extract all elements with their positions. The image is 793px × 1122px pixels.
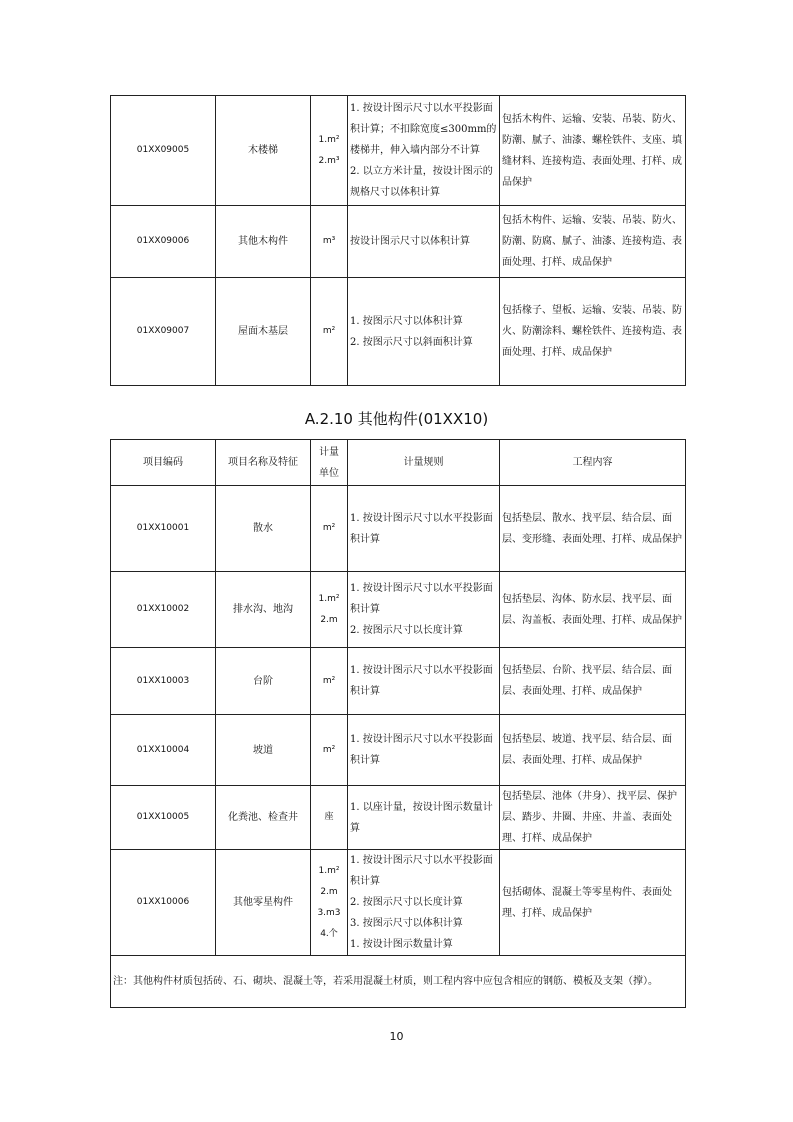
section-title: A.2.10 其他构件(01XX10) [304,410,489,428]
item-rule-line: 2. 按图示尺寸以斜面积计算 [350,336,473,348]
item-name: 其他零星构件 [216,850,311,956]
item-content-line: 包括垫层、散水、找平层、结合层、面层、变形缝、表面处理、打样、成品保护 [502,512,682,545]
table-header-row [111,440,686,486]
item-name: 散水 [216,486,311,572]
item-rule-line: 2. 按图示尺寸以长度计算 [350,897,463,908]
item-unit-line: 2.m [320,886,338,897]
item-name: 屋面木基层 [216,278,311,386]
header-content: 工程内容 [500,440,686,486]
header-unit-line: 单位 [319,467,339,479]
item-content [500,786,686,850]
item-content-line: 包括木构件、运输、安装、吊装、防火、防潮、防腐、腻子、油漆、连接构造、表面处理、打样、成品保护 [502,215,682,268]
item-rule [348,278,500,386]
item-rule-line: 1. 按设计图示尺寸以水平投影面积计算 [350,855,493,887]
table-row [111,572,686,648]
item-code: 01XX10003 [111,648,216,715]
header-rule: 计量规则 [348,440,500,486]
item-rule-line: 2. 以立方米计量，按设计图示的规格尺寸以体积计算 [350,166,493,198]
item-unit-line: m² [322,744,336,755]
item-content-line: 包括木构件、运输、安装、吊装、防火、防潮、腻子、油漆、螺栓铁件、支座、填缝材料、连接构造、表面处理、打样、成品保护 [502,113,682,188]
item-code: 01XX10006 [111,850,216,956]
item-unit [311,96,348,206]
other-components-table [110,439,686,1008]
item-unit-line: m² [322,326,336,336]
item-unit-line: 1.m² [318,865,340,876]
item-rule [348,715,500,786]
item-rule-line: 3. 按图示尺寸以体积计算 [350,918,463,929]
item-rule-line: 1. 按设计图示尺寸以水平投影面积计算 [350,583,493,615]
item-unit-line: 1.m² [318,134,340,145]
item-unit [311,486,348,572]
item-content [500,648,686,715]
table-note: 注：其他构件材质包括砖、石、砌块、混凝土等，若采用混凝土材质，则工程内容中应包含相应的钢筋、模板及支架（撑）。 [111,956,686,1008]
item-rule-line: 2. 按图示尺寸以长度计算 [350,625,463,636]
item-content-line: 包括椽子、望板、运输、安装、吊装、防火、防潮涂料、螺栓铁件、连接构造、表面处理、打样、成品保护 [502,305,682,358]
item-content-line: 包括垫层、坡道、找平层、结合层、面层、表面处理、打样、成品保护 [502,734,672,766]
item-name: 坡道 [216,715,311,786]
item-content [500,486,686,572]
item-rule-line: 1. 按设计图示数量计算 [350,939,453,950]
item-code: 01XX10005 [111,786,216,850]
item-rule [348,786,500,850]
item-content-line: 包括垫层、池体（井身）、找平层、保护层、踏步、井圈、井座、井盖、表面处理、打样、成品保护 [502,791,677,844]
item-code: 01XX09007 [111,278,216,386]
table-row [111,486,686,572]
wood-components-table [110,95,686,386]
item-rule-line: 1. 按设计图示尺寸以水平投影面积计算 [350,512,493,545]
header-unit [311,440,348,486]
item-content-line: 包括垫层、沟体、防水层、找平层、面层、沟盖板、表面处理、打样、成品保护 [502,593,682,626]
item-unit-line: 4.个 [320,928,338,939]
item-name: 排水沟、地沟 [216,572,311,648]
item-unit [311,572,348,648]
item-unit [311,850,348,956]
table-row [111,715,686,786]
item-code: 01XX09006 [111,206,216,278]
item-content [500,850,686,956]
item-name: 台阶 [216,648,311,715]
item-unit [311,715,348,786]
item-content-line: 包括垫层、台阶、找平层、结合层、面层、表面处理、打样、成品保护 [502,665,672,697]
item-unit-line: 座 [324,812,334,822]
item-content [500,715,686,786]
item-rule-line: 1. 以座计量，按设计图示数量计算 [350,801,493,834]
item-unit-line: m² [322,675,336,686]
item-rule [348,96,500,206]
item-unit-line: 2.m³ [318,155,340,166]
table-row [111,786,686,850]
item-unit-line: 3.m3 [317,907,341,918]
header-unit-line: 计量 [319,446,339,458]
item-code: 01XX10004 [111,715,216,786]
header-code: 项目编码 [111,440,216,486]
item-rule-line: 1. 按设计图示尺寸以水平投影面积计算；不扣除宽度≤300mm的楼梯井，伸入墙内部分不计算 [350,103,497,156]
item-content [500,278,686,386]
item-unit [311,786,348,850]
page-number: 10 [389,1030,404,1043]
item-rule [348,486,500,572]
item-code: 01XX09005 [111,96,216,206]
item-unit [311,206,348,278]
table-row [111,206,686,278]
item-rule [348,850,500,956]
item-content [500,572,686,648]
item-unit-line: 2.m [320,614,338,625]
item-unit-line: m³ [322,236,336,246]
item-rule-line: 按设计图示尺寸以体积计算 [350,236,470,247]
item-content [500,206,686,278]
item-unit [311,278,348,386]
table-row [111,96,686,206]
item-code: 01XX10001 [111,486,216,572]
item-rule [348,206,500,278]
table-row [111,850,686,956]
item-rule-line: 1. 按图示尺寸以体积计算 [350,315,463,327]
item-rule-line: 1. 按设计图示尺寸以水平投影面积计算 [350,734,493,766]
item-code: 01XX10002 [111,572,216,648]
item-content-line: 包括砌体、混凝土等零星构件、表面处理、打样、成品保护 [502,886,672,919]
table-row [111,648,686,715]
item-content [500,96,686,206]
item-name: 其他木构件 [216,206,311,278]
item-name: 化粪池、检查井 [216,786,311,850]
item-unit [311,648,348,715]
item-rule-line: 1. 按设计图示尺寸以水平投影面积计算 [350,665,493,697]
item-rule [348,572,500,648]
item-name: 木楼梯 [216,96,311,206]
item-rule [348,648,500,715]
header-name: 项目名称及特征 [216,440,311,486]
item-unit-line: 1.m² [318,593,340,604]
note-row [111,956,686,1008]
table-row [111,278,686,386]
item-unit-line: m² [322,523,336,533]
